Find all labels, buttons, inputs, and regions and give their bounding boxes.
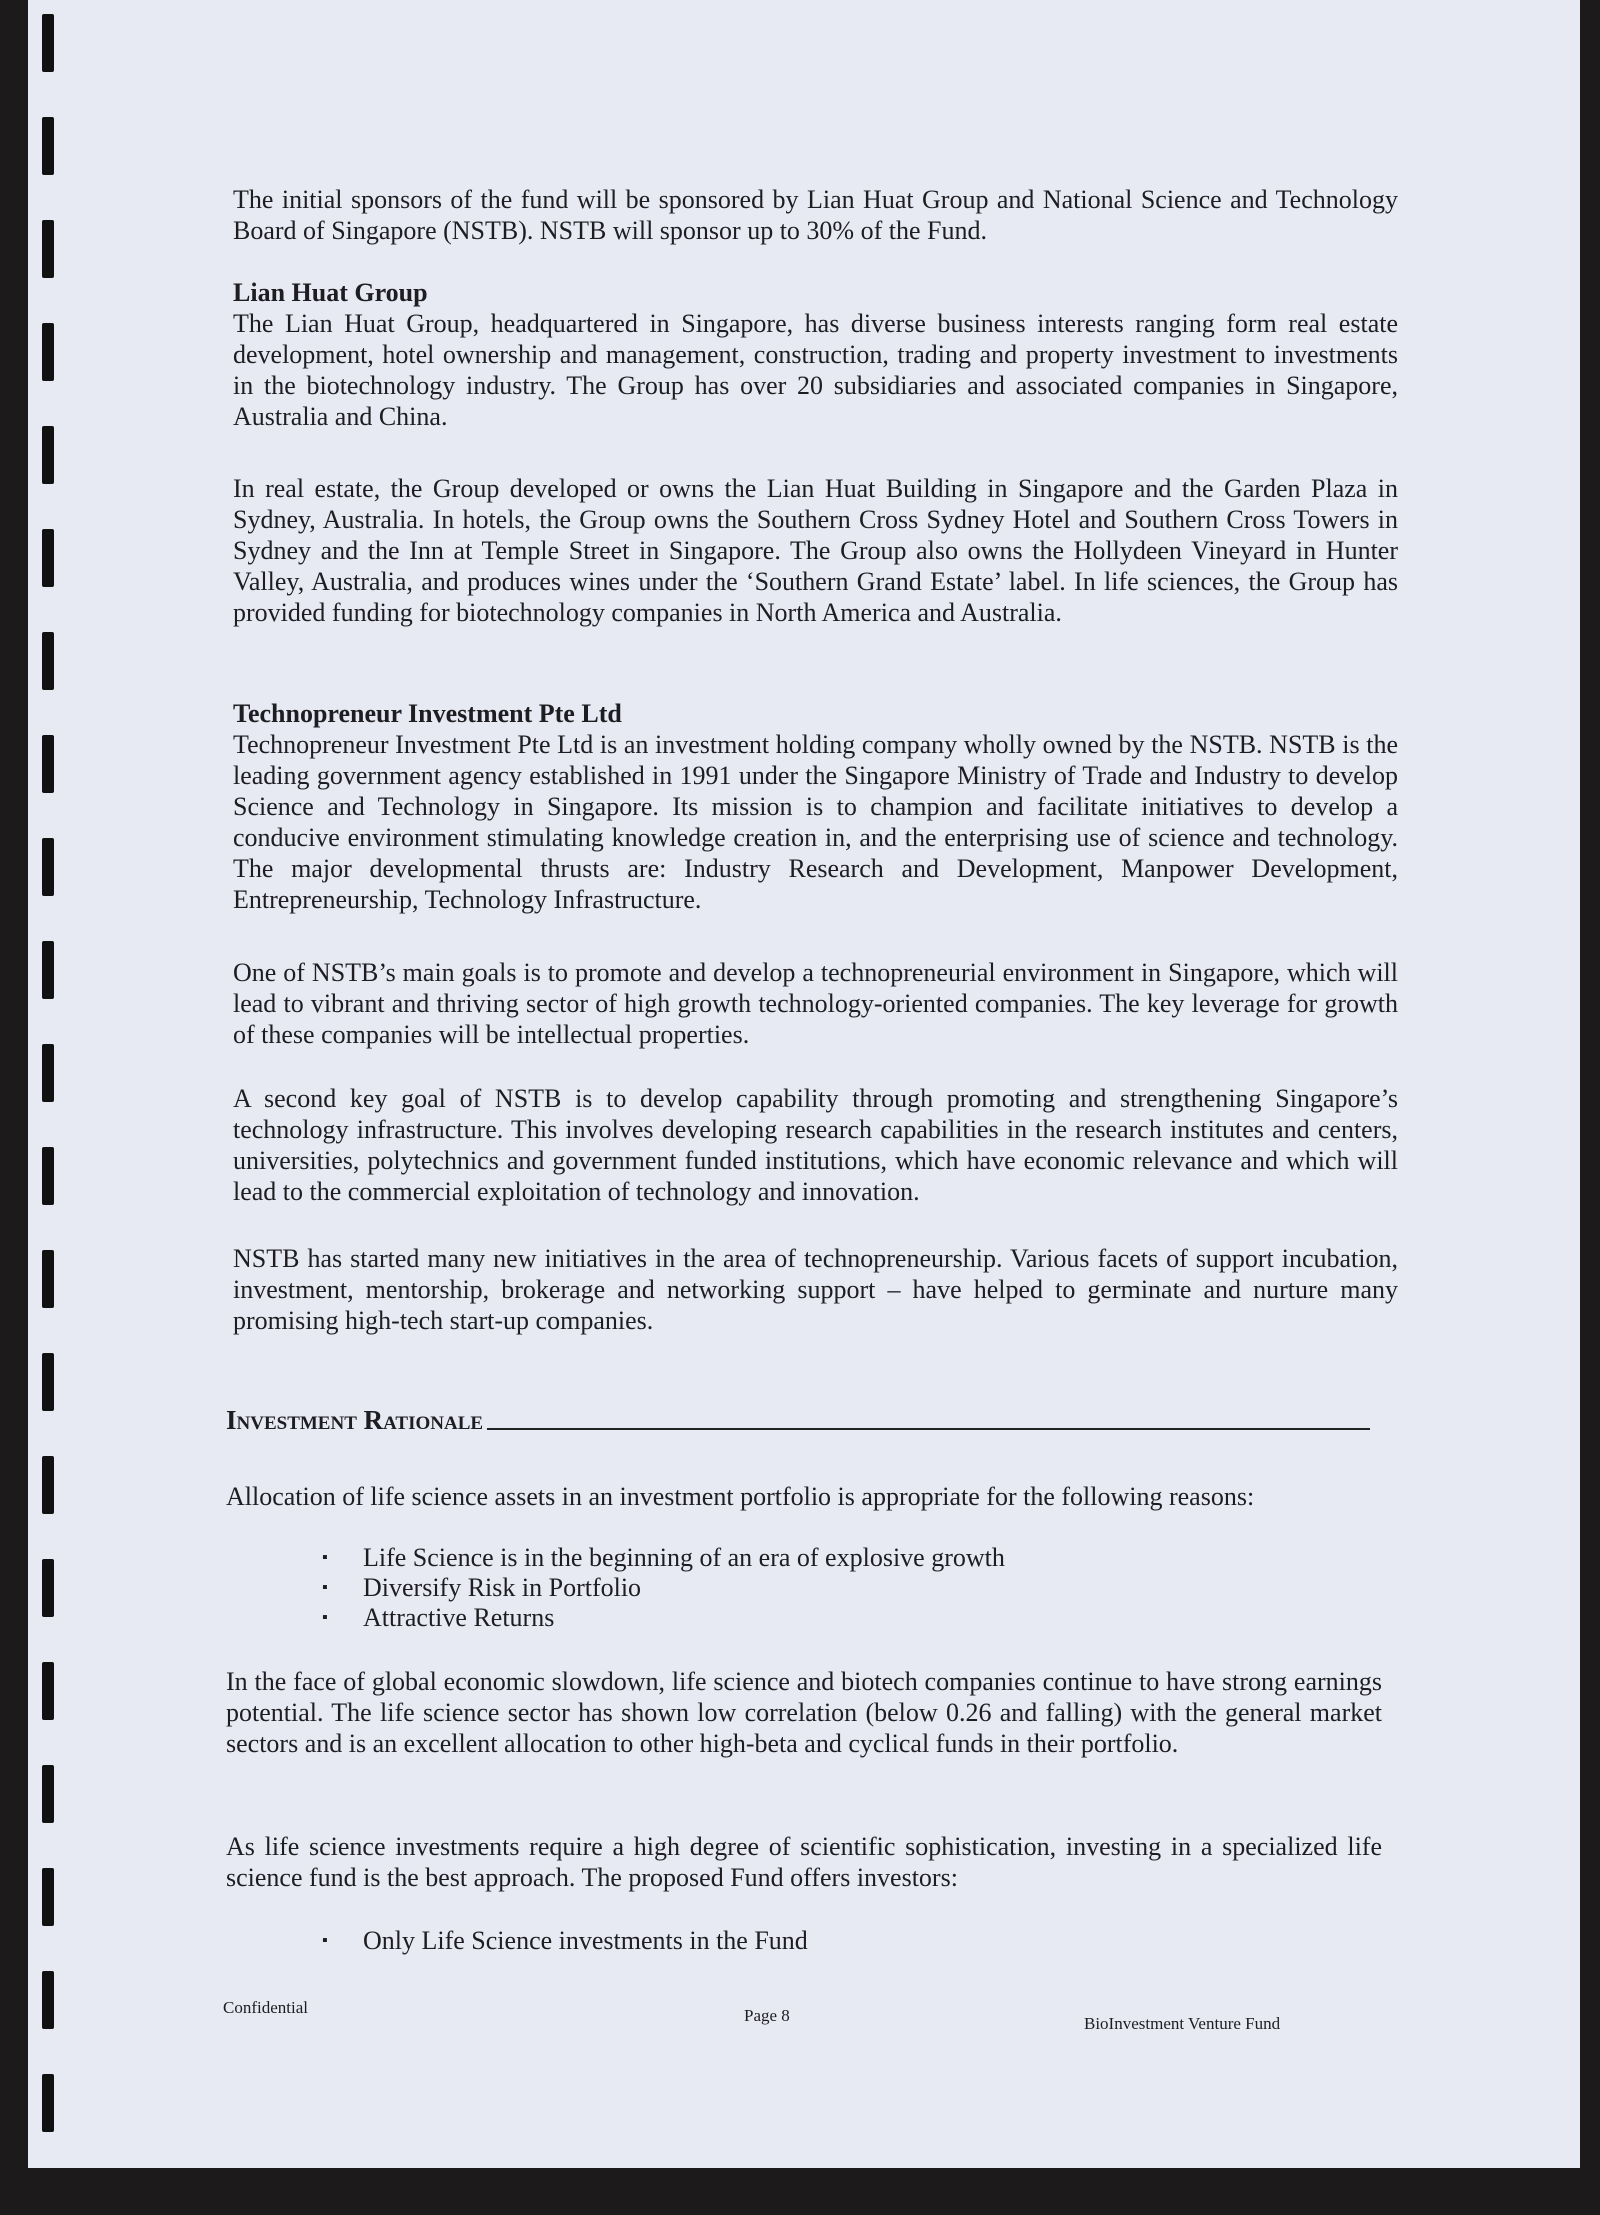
binding-hole [42,1044,54,1102]
paragraph [226,1481,1391,1512]
paragraph [226,1831,1382,1893]
reasons-list [322,1543,1005,1633]
bullet-icon: ▪ [322,1609,328,1626]
list-item-text: Life Science is in the beginning of an era of explosive growth [363,1543,1005,1572]
section-title: Investment Rationale [226,1405,484,1435]
paragraph [233,957,1398,1050]
binding-hole [42,1559,54,1617]
binding-hole [42,1147,54,1205]
paragraph-text: Technopreneur Investment Pte Ltd is an investment holding company wholly owned by the NSTB. NSTB is the leading government agency established in 1991 under the Singapore Ministry of Trade and Industry to develop Science and Technology in Singapore. Its mission is to champion and facilitate initiatives to develop a conducive environment stimulating knowledge creation in, and the enterprising use of science and technology. The major developmental thrusts are: Industry Research and Development, Manpower Development, Entrepreneurship, Technology Infrastructure. [233,730,1398,914]
paragraph-text: The Lian Huat Group, headquartered in Singapore, has diverse business interests ranging form real estate development, hotel ownership and management, construction, trading and property investment to investments in the biotechnology industry. The Group has over 20 subsidiaries and associated companies in Singapore, Australia and China. [233,309,1398,431]
footer-page-number: Page 8 [744,2006,790,2025]
binding-hole [42,632,54,690]
binding-hole [42,1765,54,1823]
paragraph [233,1083,1398,1207]
binding-hole [42,117,54,175]
binding-hole [42,2074,54,2132]
paragraph-text: In real estate, the Group developed or owns the Lian Huat Building in Singapore and the Garden Plaza in Sydney, Australia. In hotels, the Group owns the Southern Cross Sydney Hotel and Southern Cross Towers in Sydney and the Inn at Temple Street in Singapore. The Group also owns the Hollydeen Vineyard in Hunter Valley, Australia, and produces wines under the ‘Southern Grand Estate’ label. In life sciences, the Group has provided funding for biotechnology companies in North America and Australia. [233,474,1398,627]
list-item [322,1926,808,1956]
bullet-icon: ▪ [322,1579,328,1596]
binding-hole [42,1456,54,1514]
paragraph [233,473,1398,628]
investment-rationale-heading [226,1405,1370,1436]
paragraph-text: A second key goal of NSTB is to develop capability through promoting and strengthening Singapore’s technology infrastructure. This involves developing research capabilities in the research institutes and centers, universities, polytechnics and government funded institutions, which have economic relevance and which will lead to the commercial exploitation of technology and innovation. [233,1084,1398,1206]
list-item-text: Diversify Risk in Portfolio [363,1573,642,1602]
binding-hole [42,14,54,72]
footer-document-title: BioInvestment Venture Fund [1084,2014,1281,2033]
list-item [322,1603,1005,1633]
binding-hole [42,426,54,484]
list-item-text: Attractive Returns [363,1603,555,1632]
binding-hole [42,1353,54,1411]
heading-rule [487,1428,1370,1430]
binding-hole [42,220,54,278]
list-item-text: Only Life Science investments in the Fund [363,1926,808,1955]
paragraph-text: One of NSTB’s main goals is to promote and develop a technopreneurial environment in Singapore, which will lead to vibrant and thriving sector of high growth technology-oriented companies. The key leverage for growth of these companies will be intellectual properties. [233,958,1398,1049]
bullet-icon: ▪ [322,1932,328,1949]
list-item [322,1543,1005,1573]
paragraph-text: The initial sponsors of the fund will be sponsored by Lian Huat Group and National Science and Technology Board of Singapore (NSTB). NSTB will sponsor up to 30% of the Fund. [233,185,1398,245]
list-item [322,1573,1005,1603]
binding-hole [42,1250,54,1308]
binding-hole [42,1662,54,1720]
binding-hole [42,735,54,793]
binding-hole [42,1971,54,2029]
paragraph-text: In the face of global economic slowdown, life science and biotech companies continue to have strong earnings potential. The life science sector has shown low correlation (below 0.26 and falling) with the general market sectors and is an excellent allocation to other high-beta and cyclical funds in their portfolio. [226,1667,1382,1758]
binding-hole [42,529,54,587]
technopreneur-section [233,698,1398,915]
binding-hole [42,1868,54,1926]
paragraph-text: Allocation of life science assets in an investment portfolio is appropriate for the following reasons: [226,1482,1255,1511]
intro-paragraph [233,184,1398,246]
paragraph [226,1666,1382,1759]
offers-list [322,1926,808,1956]
binding-hole [42,323,54,381]
paragraph-text: As life science investments require a high degree of scientific sophistication, investing in a specialized life science fund is the best approach. The proposed Fund offers investors: [226,1832,1382,1892]
section-heading: Technopreneur Investment Pte Ltd [233,699,622,728]
binding-hole [42,941,54,999]
footer-confidential: Confidential [223,1998,308,2017]
paragraph [233,1243,1398,1336]
paragraph-text: NSTB has started many new initiatives in the area of technopreneurship. Various facets of support incubation, investment, mentorship, brokerage and networking support – have helped to germinate and nurture many promising high-tech start-up companies. [233,1244,1398,1335]
bullet-icon: ▪ [322,1549,328,1566]
binding-hole [42,838,54,896]
lian-huat-section [233,277,1398,432]
section-heading: Lian Huat Group [233,278,428,307]
